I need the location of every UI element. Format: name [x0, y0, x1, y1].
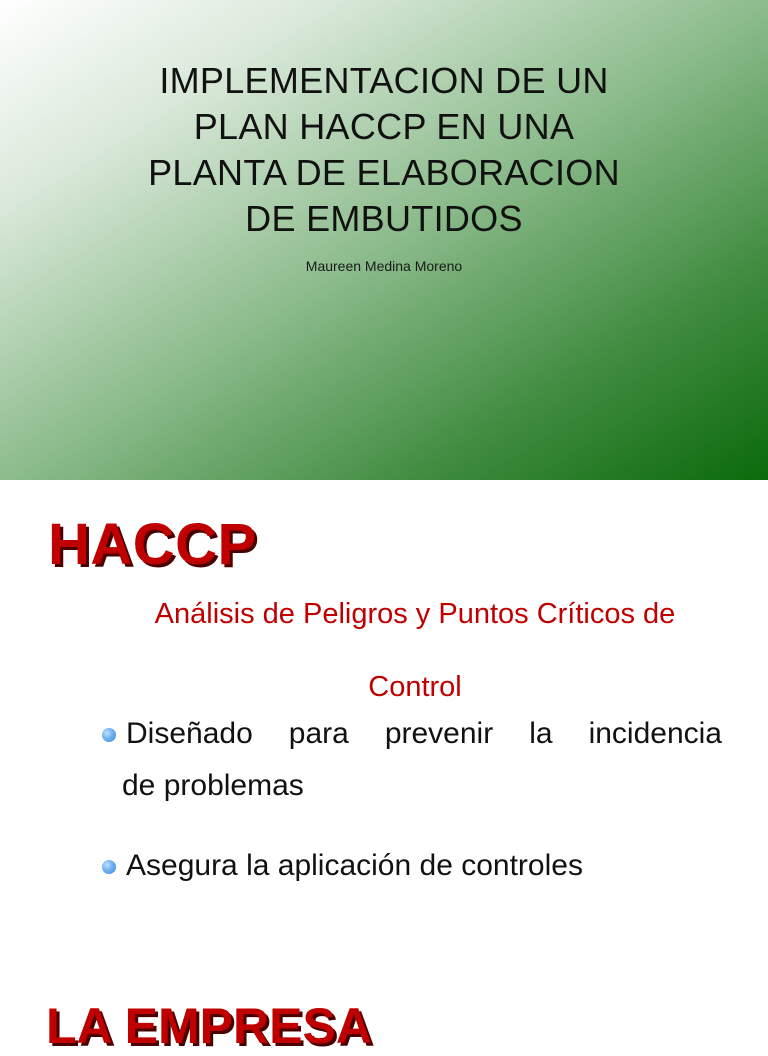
bullet-text: Diseñado para prevenir la incidencia — [126, 717, 722, 750]
bullet-list — [100, 708, 722, 920]
title-line: PLAN HACCP EN UNA — [193, 106, 575, 147]
slide-subtitle — [80, 578, 750, 724]
author-name: Maureen Medina Moreno — [305, 258, 463, 274]
list-item — [100, 708, 722, 812]
slide-title — [60, 58, 708, 242]
next-slide-heading: LA EMPRESA — [46, 998, 372, 1054]
bullet-text-continuation: de problemas — [122, 769, 304, 802]
title-line: DE EMBUTIDOS — [245, 198, 523, 239]
title-slide — [0, 0, 768, 480]
list-item — [100, 840, 722, 892]
bullet-dot-icon — [102, 728, 116, 742]
bullet-dot-icon — [102, 860, 116, 874]
haccp-slide — [0, 480, 768, 1054]
slide-heading: HACCP — [48, 512, 257, 577]
subtitle-line: Control — [368, 671, 462, 703]
bullet-text: Asegura la aplicación de controles — [126, 849, 583, 882]
subtitle-line: Análisis de Peligros y Puntos Críticos de — [154, 598, 676, 630]
title-line: IMPLEMENTACION DE UN — [159, 60, 609, 101]
title-line: PLANTA DE ELABORACION — [148, 152, 620, 193]
